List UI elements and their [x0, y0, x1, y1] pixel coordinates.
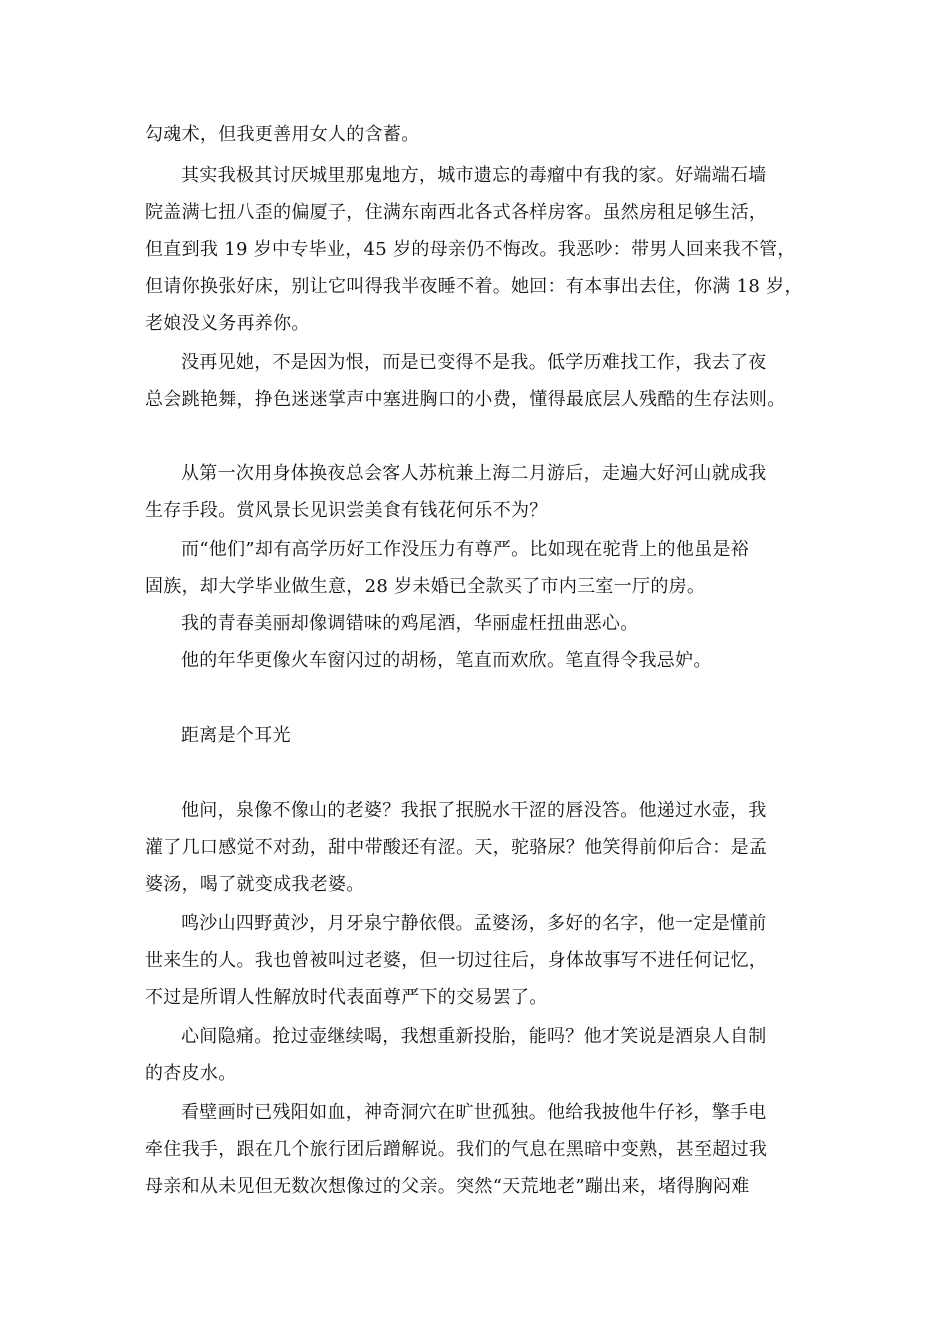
text-line: 婆汤，喝了就变成我老婆。	[145, 874, 365, 895]
text-line: 其实我极其讨厌城里那鬼地方，城市遗忘的毒瘤中有我的家。好端端石墙	[181, 165, 767, 186]
text-line: 老娘没义务再养你。	[145, 313, 310, 334]
text-line: 没再见她，不是因为恨，而是已变得不是我。低学历难找工作，我去了夜	[181, 352, 767, 373]
text-line: 距离是个耳光	[181, 725, 291, 746]
text-line: 牵住我手，跟在几个旅行团后蹭解说。我们的气息在黑暗中变熟，甚至超过我	[145, 1139, 768, 1160]
text-line: 但直到我 19 岁中专毕业，45 岁的母亲仍不悔改。我恶吵：带男人回来我不管，	[145, 239, 796, 260]
text-line: 母亲和从未见但无数次想像过的父亲。突然“天荒地老”蹦出来，堵得胸闷难	[145, 1176, 750, 1197]
text-line: 勾魂术，但我更善用女人的含蓄。	[145, 124, 420, 145]
text-line: 从第一次用身体换夜总会客人苏杭兼上海二月游后，走遍大好河山就成我	[181, 463, 767, 484]
text-line: 他问，泉像不像山的老婆？我抿了抿脱水干涩的唇没答。他递过水壶，我	[181, 800, 767, 821]
text-line: 他的年华更像火车窗闪过的胡杨，笔直而欢欣。笔直得令我忌妒。	[181, 650, 712, 671]
text-line: 但请你换张好床，别让它叫得我半夜睡不着。她回：有本事出去住，你满 18 岁，	[145, 276, 803, 297]
text-line: 心间隐痛。抢过壶继续喝，我想重新投胎，能吗？他才笑说是酒泉人自制	[181, 1026, 767, 1047]
text-line: 生存手段。赏风景长见识尝美食有钱花何乐不为？	[145, 500, 548, 521]
text-line: 我的青春美丽却像调错味的鸡尾酒，华丽虚枉扭曲恶心。	[181, 613, 639, 634]
text-line: 而“他们”却有高学历好工作没压力有尊严。比如现在驼背上的他虽是裕	[181, 539, 750, 560]
text-line: 世来生的人。我也曾被叫过老婆，但一切过往后，身体故事写不进任何记忆，	[145, 950, 768, 971]
text-line: 院盖满七扭八歪的偏厦子，住满东南西北各式各样房客。虽然房租足够生活，	[145, 202, 768, 223]
text-line: 看壁画时已残阳如血，神奇洞穴在旷世孤独。他给我披他牛仔衫，擎手电	[181, 1102, 767, 1123]
text-line: 灌了几口感觉不对劲，甜中带酸还有涩。天，驼骆尿？他笑得前仰后合：是孟	[145, 837, 768, 858]
text-line: 鸣沙山四野黄沙，月牙泉宁静依偎。孟婆汤，多好的名字，他一定是懂前	[181, 913, 767, 934]
text-line: 固族，却大学毕业做生意，28 岁未婚已全款买了市内三室一厅的房。	[145, 576, 706, 597]
text-line: 不过是所谓人性解放时代表面尊严下的交易罢了。	[145, 987, 548, 1008]
text-line: 的杏皮水。	[145, 1063, 237, 1084]
text-line: 总会跳艳舞，挣色迷迷掌声中塞进胸口的小费，懂得最底层人残酷的生存法则。	[145, 389, 786, 410]
